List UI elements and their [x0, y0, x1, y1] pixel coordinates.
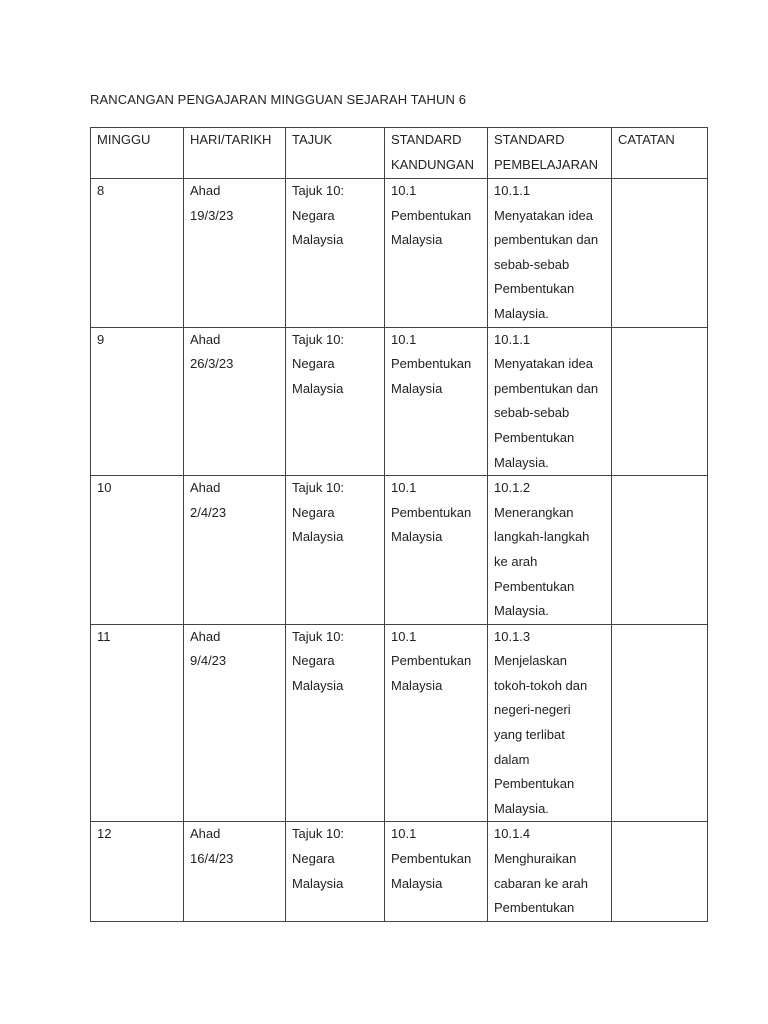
- learning-standard-line: Pembentukan: [494, 578, 575, 594]
- cell-catatan: [612, 179, 708, 328]
- cell-standard-kandungan: [385, 476, 488, 625]
- cell-standard-kandungan: [385, 179, 488, 328]
- date-value: 16/4/23: [190, 851, 234, 867]
- date-value: 26/3/23: [190, 356, 234, 372]
- content-standard-line: Malaysia: [391, 529, 443, 545]
- header-line: TAJUK: [292, 132, 333, 147]
- cell-hari-tarikh: [184, 179, 286, 328]
- learning-standard-line: 10.1.4: [494, 826, 531, 842]
- cell-tajuk: [286, 179, 385, 328]
- cell-minggu: [91, 476, 184, 625]
- cell-tajuk: [286, 624, 385, 822]
- topic-line: Negara: [292, 653, 335, 669]
- week-number: 11: [97, 628, 111, 644]
- header-hari-tarikh: [184, 128, 286, 179]
- day-name: Ahad: [190, 826, 221, 842]
- content-standard-line: Malaysia: [391, 380, 443, 396]
- cell-standard-kandungan: [385, 624, 488, 822]
- table-header-row: [91, 128, 708, 179]
- cell-hari-tarikh: [184, 327, 286, 476]
- topic-line: Malaysia: [292, 529, 344, 545]
- content-standard-line: 10.1: [391, 826, 417, 842]
- learning-standard-line: sebab-sebab: [494, 256, 570, 272]
- learning-standard-line: langkah-langkah: [494, 529, 590, 545]
- content-standard-line: 10.1: [391, 480, 417, 496]
- day-name: Ahad: [190, 480, 221, 496]
- learning-standard-line: Malaysia.: [494, 603, 549, 619]
- learning-standard-line: Menghuraikan: [494, 851, 577, 867]
- content-standard-line: 10.1: [391, 628, 417, 644]
- topic-line: Tajuk 10:: [292, 331, 345, 347]
- header-line: HARI/TARIKH: [190, 132, 272, 147]
- content-standard-line: Pembentukan: [391, 356, 472, 372]
- day-name: Ahad: [190, 331, 221, 347]
- content-standard-line: Malaysia: [391, 232, 443, 248]
- learning-standard-line: Pembentukan: [494, 900, 575, 916]
- learning-standard-line: Menyatakan idea: [494, 356, 594, 372]
- learning-standard-line: dalam: [494, 751, 530, 767]
- learning-standard-line: 10.1.1: [494, 331, 531, 347]
- learning-standard-line: cabaran ke arah: [494, 875, 588, 891]
- learning-standard-line: Malaysia.: [494, 305, 549, 321]
- cell-catatan: [612, 476, 708, 625]
- day-name: Ahad: [190, 628, 221, 644]
- header-line: KANDUNGAN: [391, 156, 475, 172]
- learning-standard-line: pembentukan dan: [494, 380, 599, 396]
- header-catatan: [612, 128, 708, 179]
- topic-line: Tajuk 10:: [292, 183, 345, 198]
- cell-minggu: [91, 179, 184, 328]
- week-number: 8: [97, 183, 105, 198]
- content-standard-line: Pembentukan: [391, 207, 472, 223]
- cell-hari-tarikh: [184, 624, 286, 822]
- content-standard-line: Malaysia: [391, 677, 443, 693]
- cell-standard-pembelajaran: [488, 624, 612, 822]
- header-line: STANDARD: [494, 132, 565, 147]
- learning-standard-line: sebab-sebab: [494, 405, 570, 421]
- table-row: [91, 327, 708, 476]
- learning-standard-line: Pembentukan: [494, 281, 575, 297]
- cell-standard-pembelajaran: [488, 327, 612, 476]
- learning-standard-line: negeri-negeri: [494, 702, 571, 718]
- learning-standard-line: Menerangkan: [494, 504, 574, 520]
- cell-hari-tarikh: [184, 822, 286, 921]
- learning-standard-line: 10.1.1: [494, 183, 531, 198]
- content-standard-line: Malaysia: [391, 875, 443, 891]
- cell-minggu: [91, 624, 184, 822]
- header-line: PEMBELAJARAN: [494, 156, 599, 172]
- cell-tajuk: [286, 476, 385, 625]
- date-value: 19/3/23: [190, 207, 234, 223]
- content-standard-line: 10.1: [391, 331, 417, 347]
- cell-standard-pembelajaran: [488, 179, 612, 328]
- table-row: [91, 822, 708, 921]
- learning-standard-line: Pembentukan: [494, 429, 575, 445]
- header-line: STANDARD: [391, 132, 462, 147]
- learning-standard-line: Pembentukan: [494, 776, 575, 792]
- topic-line: Malaysia: [292, 875, 344, 891]
- cell-standard-kandungan: [385, 327, 488, 476]
- topic-line: Negara: [292, 207, 335, 223]
- header-standard-kandungan: [385, 128, 488, 179]
- cell-tajuk: [286, 327, 385, 476]
- cell-tajuk: [286, 822, 385, 921]
- learning-standard-line: yang terlibat: [494, 727, 565, 743]
- day-name: Ahad: [190, 183, 221, 198]
- learning-standard-line: ke arah: [494, 553, 538, 569]
- content-standard-line: Pembentukan: [391, 504, 472, 520]
- table-row: [91, 624, 708, 822]
- week-number: 10: [97, 480, 112, 496]
- learning-standard-line: Menyatakan idea: [494, 207, 594, 223]
- weekly-plan-table: [90, 127, 708, 922]
- content-standard-line: 10.1: [391, 183, 417, 198]
- cell-standard-pembelajaran: [488, 476, 612, 625]
- header-line: CATATAN: [618, 132, 675, 147]
- week-number: 12: [97, 826, 112, 842]
- date-value: 2/4/23: [190, 504, 227, 520]
- learning-standard-line: Malaysia.: [494, 800, 549, 816]
- week-number: 9: [97, 331, 105, 347]
- header-line: MINGGU: [97, 132, 151, 147]
- cell-catatan: [612, 624, 708, 822]
- cell-standard-kandungan: [385, 822, 488, 921]
- cell-catatan: [612, 822, 708, 921]
- table-row: [91, 476, 708, 625]
- topic-line: Negara: [292, 504, 335, 520]
- topic-line: Malaysia: [292, 232, 344, 248]
- learning-standard-line: tokoh-tokoh dan: [494, 677, 588, 693]
- topic-line: Tajuk 10:: [292, 480, 345, 496]
- learning-standard-line: 10.1.3: [494, 628, 531, 644]
- cell-hari-tarikh: [184, 476, 286, 625]
- learning-standard-line: pembentukan dan: [494, 232, 599, 248]
- topic-line: Tajuk 10:: [292, 826, 345, 842]
- content-standard-line: Pembentukan: [391, 851, 472, 867]
- content-standard-line: Pembentukan: [391, 653, 472, 669]
- topic-line: Malaysia: [292, 380, 344, 396]
- learning-standard-line: Menjelaskan: [494, 653, 567, 669]
- header-tajuk: [286, 128, 385, 179]
- topic-line: Negara: [292, 851, 335, 867]
- cell-standard-pembelajaran: [488, 822, 612, 921]
- learning-standard-line: 10.1.2: [494, 480, 531, 496]
- topic-line: Tajuk 10:: [292, 628, 345, 644]
- cell-catatan: [612, 327, 708, 476]
- topic-line: Malaysia: [292, 677, 344, 693]
- cell-minggu: [91, 822, 184, 921]
- topic-line: Negara: [292, 356, 335, 372]
- document-title: RANCANGAN PENGAJARAN MINGGUAN SEJARAH TAHUN 6: [90, 92, 467, 107]
- table-row: [91, 179, 708, 328]
- header-standard-pembelajaran: [488, 128, 612, 179]
- header-minggu: [91, 128, 184, 179]
- date-value: 9/4/23: [190, 653, 227, 669]
- learning-standard-line: Malaysia.: [494, 454, 549, 470]
- cell-minggu: [91, 327, 184, 476]
